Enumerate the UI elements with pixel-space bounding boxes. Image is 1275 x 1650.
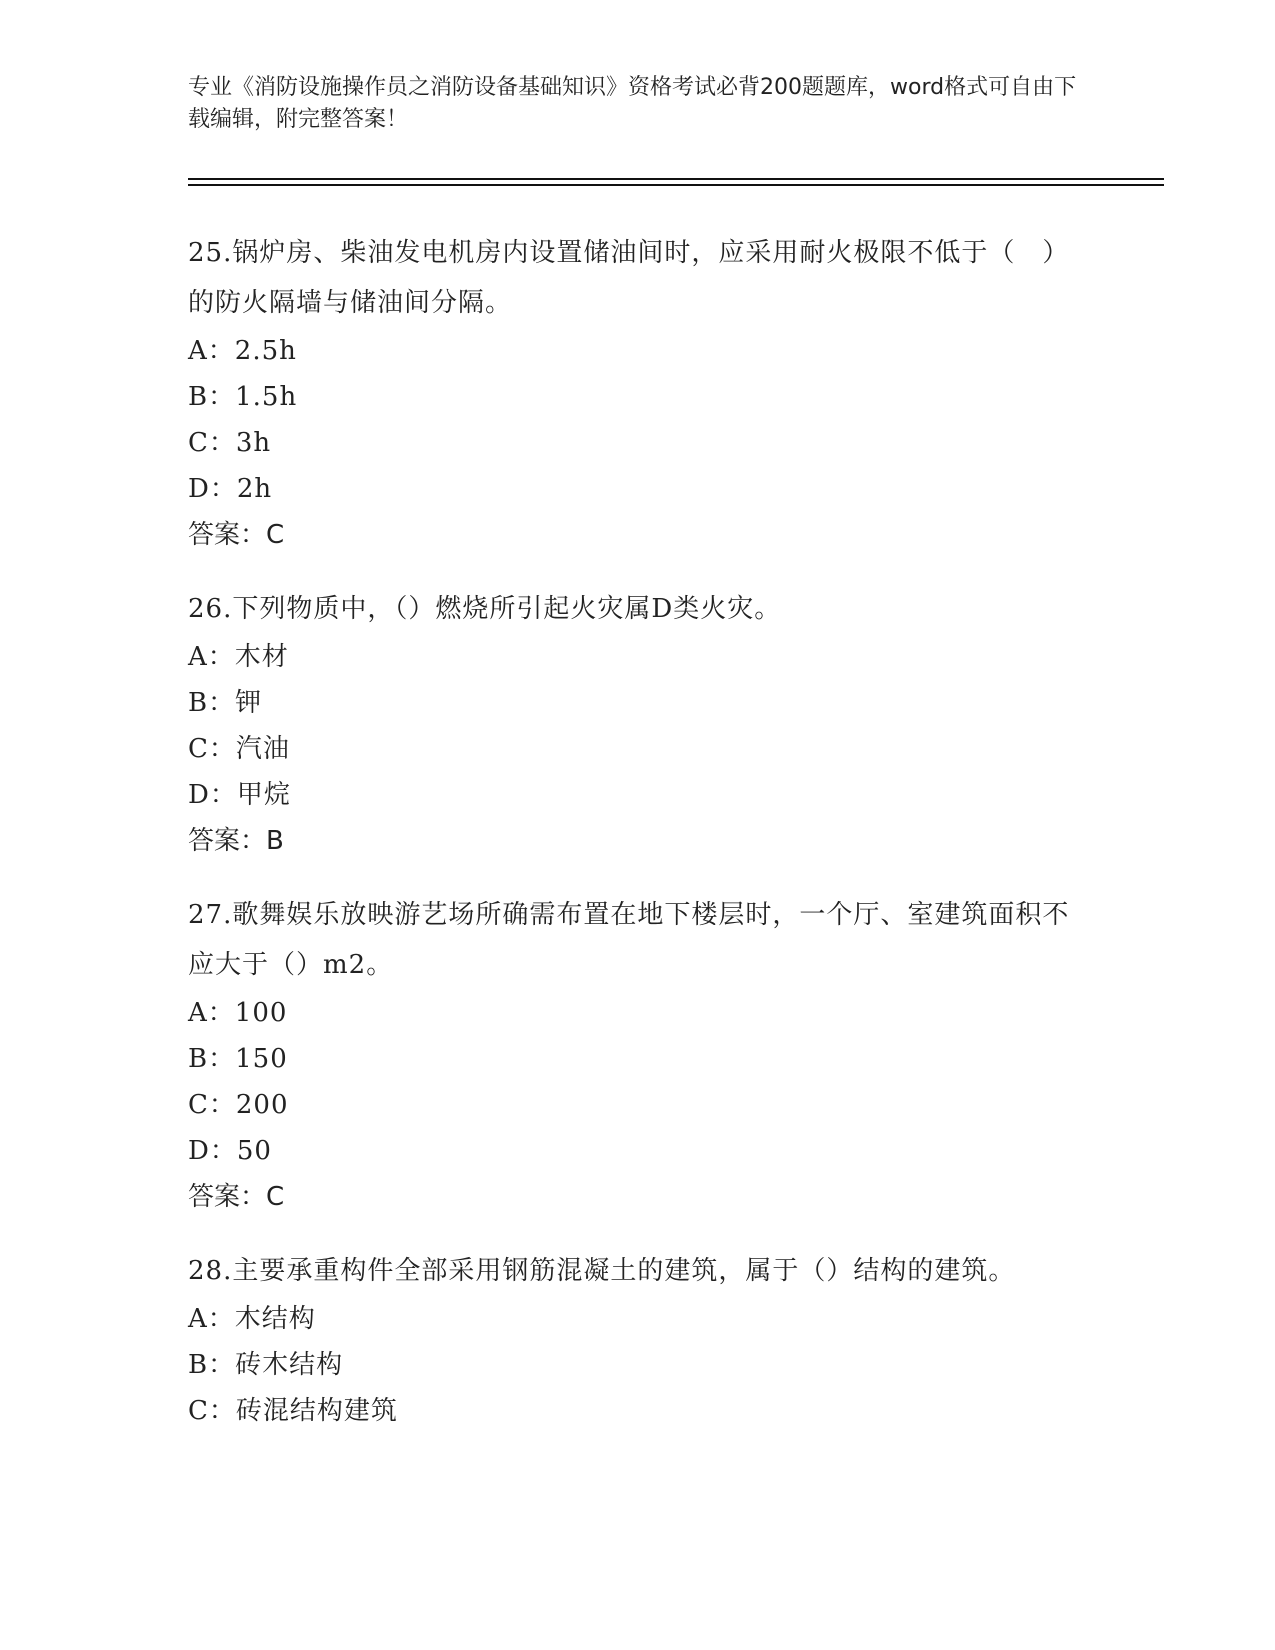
option-c: C：200 bbox=[188, 1090, 289, 1120]
question-stem: 25.锅炉房、柴油发电机房内设置储油间时，应采用耐火极限不低于（ ）的防火隔墙与储油间分隔。 bbox=[188, 238, 1070, 318]
option-b: B：1.5h bbox=[188, 382, 298, 412]
option-a: A：木结构 bbox=[188, 1304, 316, 1334]
document-header: 专业《消防设施操作员之消防设备基础知识》资格考试必背200题题库，word格式可自由下载编辑，附完整答案！ bbox=[188, 75, 1077, 132]
question-stem: 28.主要承重构件全部采用钢筋混凝土的建筑，属于（）结构的建筑。 bbox=[188, 1256, 1016, 1286]
option-b: B：钾 bbox=[188, 688, 263, 718]
question-27 bbox=[188, 890, 1088, 1220]
option-a: A：100 bbox=[188, 998, 288, 1028]
option-c: C：3h bbox=[188, 428, 272, 458]
option-d: D：50 bbox=[188, 1136, 272, 1166]
option-a: A：木材 bbox=[188, 642, 289, 672]
header-divider-bottom bbox=[188, 184, 1164, 186]
question-stem: 27.歌舞娱乐放映游艺场所确需布置在地下楼层时，一个厅、室建筑面积不应大于（）m2。 bbox=[188, 900, 1070, 980]
question-26 bbox=[188, 584, 1088, 864]
option-c: C：砖混结构建筑 bbox=[188, 1396, 398, 1426]
option-b: B：砖木结构 bbox=[188, 1350, 344, 1380]
question-stem: 26.下列物质中，（）燃烧所引起火灾属D类火灾。 bbox=[188, 594, 782, 624]
option-d: D：甲烷 bbox=[188, 780, 291, 810]
option-a: A：2.5h bbox=[188, 336, 297, 366]
question-28 bbox=[188, 1246, 1088, 1434]
answer-line: 答案：C bbox=[188, 520, 285, 550]
option-d: D：2h bbox=[188, 474, 273, 504]
answer-line: 答案：B bbox=[188, 826, 284, 856]
option-c: C：汽油 bbox=[188, 734, 290, 764]
option-b: B：150 bbox=[188, 1044, 288, 1074]
header-divider-top bbox=[188, 178, 1164, 180]
answer-line: 答案：C bbox=[188, 1182, 285, 1212]
question-list bbox=[188, 228, 1088, 1460]
question-25 bbox=[188, 228, 1088, 558]
